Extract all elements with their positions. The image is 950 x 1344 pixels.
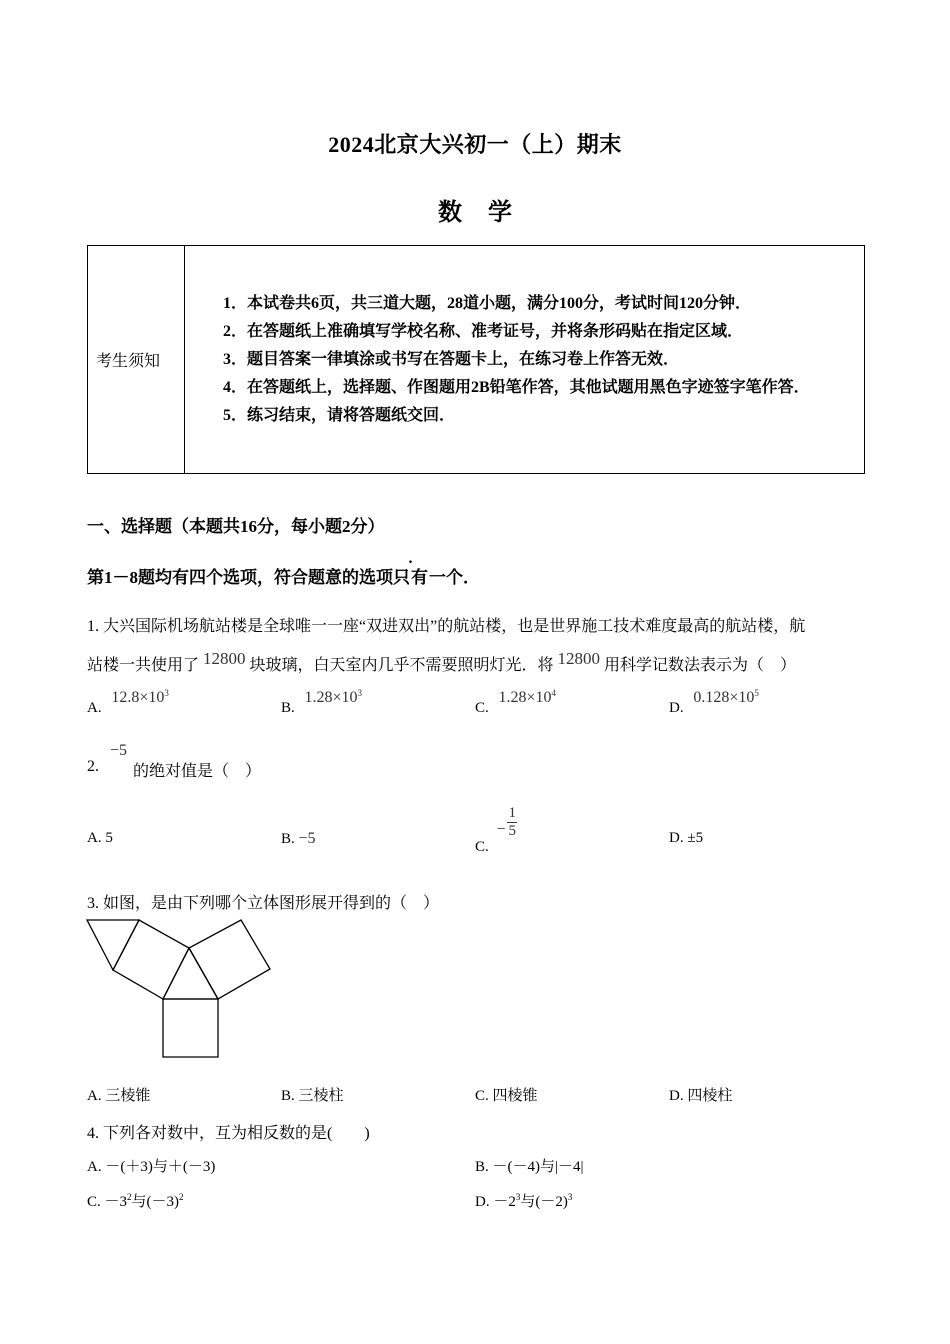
option-mantissa: 12.8×10 [111,689,165,706]
option-value: −5 [298,830,316,847]
net-diagram [84,915,276,1063]
option-label: D. [669,830,684,846]
net-left-triangle [87,920,139,970]
option-label: B. [281,1088,295,1104]
q2-option-d[interactable] [669,830,703,847]
instruction-pre: 第1－8题均有四个选项，符合题意的选项 [87,568,393,587]
option-mantissa: 1.28×10 [498,689,552,706]
q3-option-a[interactable] [87,1084,150,1105]
q4-option-d[interactable] [475,1190,572,1211]
q4-option-b[interactable]: B. －(－4)与|－4| [475,1159,584,1175]
notice-item-1: 1．本试卷共6页，共三道大题，28道小题，满分100分，考试时间120分钟． [223,294,752,312]
option-value: 5 [105,830,113,846]
option-label: A. [87,830,102,846]
fraction [507,805,517,840]
q4-text: 4. 下列各对数中，互为相反数的是( ) [87,1125,370,1142]
option-label: C. [475,838,489,855]
option-text: 与(－2) [520,1194,568,1210]
q2-text: 的绝对值是（ ） [133,763,262,780]
option-exponent: 3 [515,1192,521,1202]
notice-item-2: 2．在答题纸上准确填写学校名称、准考证号，并将条形码贴在指定区域． [223,322,744,340]
net-center-triangle [163,948,218,999]
option-label: B. [281,700,295,716]
fraction-numerator: 1 [508,805,517,821]
option-label: D. [669,700,684,716]
option-label: A. [87,700,102,716]
q3-option-b[interactable] [281,1084,344,1105]
q2-number: 2. [87,758,99,775]
q1-line1: 1. 大兴国际机场航站楼是全球唯一一座“双进双出”的航站楼，也是世界施工技术难度最高的航站楼，航 [87,618,806,635]
q2-option-a[interactable] [87,830,113,847]
q2-option-c[interactable] [475,805,517,855]
q1-text-b: 块玻璃，白天室内几乎不需要照明灯光．将 [249,657,554,674]
q1-text-c: 用科学记数法表示为（ ） [604,657,797,674]
q2-value: −5 [110,742,128,759]
q3-option-d[interactable] [669,1084,732,1105]
instruction-emphasis: 只有 [393,568,429,587]
option-exponent: 3 [357,688,363,698]
option-exponent: 2 [179,1192,184,1202]
page-title: 2024北京大兴初一（上）期末 [328,132,622,157]
q3-option-c[interactable] [475,1084,538,1105]
option-text: 四棱锥 [492,1088,538,1104]
notice-label: 考生须知 [88,246,185,474]
option-text: D. －2 [475,1194,516,1210]
q3-text: 3. 如图，是由下列哪个立体图形展开得到的（ ） [87,895,440,912]
option-text: 四棱柱 [687,1088,733,1104]
section-instruction [87,563,480,588]
option-exponent: 4 [551,688,557,698]
option-label: B. [281,831,295,847]
option-label: C. [475,1088,489,1104]
fraction-denominator: 5 [508,823,517,839]
notice-item-4: 4．在答题纸上，选择题、作图题用2B铅笔作答，其他试题用黑色字迹签字笔作答． [223,378,810,396]
q4-option-c[interactable] [87,1190,184,1211]
notice-content [185,246,865,474]
option-exponent: 5 [754,688,759,698]
option-mantissa: 1.28×10 [304,689,358,706]
option-value: ±5 [687,830,704,846]
instruction-post: 一个． [429,568,480,587]
q1-number: 12800 [203,649,246,668]
notice-table [87,245,865,474]
notice-item-3: 3．题目答案一律填涂或书写在答题卡上，在练习卷上作答无效． [223,350,680,368]
option-label: C. [475,700,489,716]
section-heading: 一、选择题（本题共16分，每小题2分） [87,517,385,536]
option-label: A. [87,1088,102,1104]
net-bottom-square [163,999,218,1057]
option-text: 三棱锥 [105,1088,151,1104]
notice-item-5: 5．练习结束，请将答题纸交回． [223,406,456,424]
option-text: C. －3 [87,1194,128,1210]
option-label: D. [669,1088,684,1104]
option-mantissa: 0.128×10 [693,689,755,706]
subject-title: 数学 [438,200,538,226]
option-text: 三棱柱 [298,1088,344,1104]
q4-option-a[interactable]: A. －(＋3)与＋(－3) [87,1159,216,1175]
fraction-sign: − [496,820,506,838]
q1-number-2: 12800 [557,649,601,668]
option-exponent: 3 [567,1192,573,1202]
option-exponent: 3 [164,688,169,698]
q2-option-b[interactable] [281,830,316,848]
net-left-square [113,920,189,999]
q1-text-a: 站楼一共使用了 [87,657,200,674]
option-text: 与(－3) [131,1194,180,1210]
net-right-square [189,920,270,999]
option-exponent: 2 [127,1192,132,1202]
q1-line2 [87,649,797,675]
